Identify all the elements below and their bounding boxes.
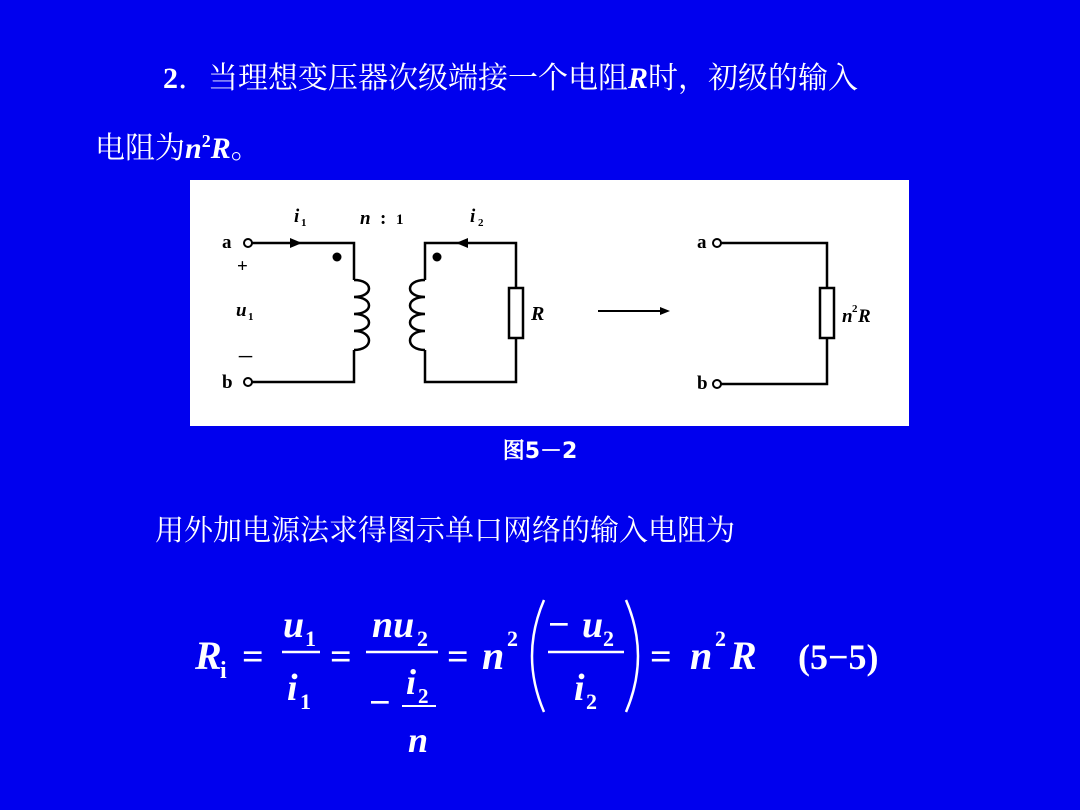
heading-number: 2 (163, 62, 178, 95)
heading-r: R (210, 132, 231, 165)
formula-f2-num-sub: 2 (417, 626, 428, 651)
formula-ri-sub: i (220, 658, 227, 684)
formula-eq-4: = (650, 636, 672, 678)
formula-ri: R (195, 633, 222, 678)
label-n2r-n: n (842, 306, 853, 327)
label-b: b (222, 372, 233, 393)
heading-line2-text: 电阻为 (95, 131, 185, 166)
formula-right-paren (626, 600, 638, 712)
formula-left-paren (532, 600, 544, 712)
formula-f2-den-n: n (408, 720, 429, 760)
label-i2-sub: 2 (478, 217, 484, 229)
label-minus: － (237, 348, 254, 367)
formula-f3-den-sub: 2 (586, 689, 597, 714)
formula-result-n: n (690, 633, 713, 678)
label-u1-sub: 1 (248, 311, 254, 323)
formula-equation-number: (5−5) (798, 637, 879, 677)
formula-f3-num: u (582, 604, 604, 646)
label-plus: + (237, 256, 248, 277)
formula-result-r: R (730, 633, 757, 678)
figure-caption: 图5－2 (502, 439, 578, 464)
heading-n: n (185, 132, 202, 165)
formula-f3-den: i (574, 667, 585, 709)
formula-eq-3: = (447, 636, 469, 678)
formula-f3-num-sub: 2 (603, 626, 614, 651)
label-ratio-one: 1 (396, 212, 404, 228)
label-i1: i (294, 206, 300, 227)
formula-f2-den-sub: 2 (418, 684, 429, 708)
formula-eq-2: = (330, 636, 352, 678)
label-right-a: a (697, 232, 707, 253)
formula-result-exp: 2 (715, 626, 726, 651)
label-n2r-r: R (858, 306, 871, 327)
formula-f3-minus: − (548, 604, 570, 646)
label-i1-sub: 1 (301, 217, 307, 229)
label-r: R (531, 303, 545, 325)
label-right-b: b (697, 373, 708, 394)
formula-f1-num-sub: 1 (305, 626, 316, 651)
label-a: a (222, 232, 232, 253)
formula-f1-den: i (287, 667, 298, 709)
label-ratio-n: n (360, 208, 371, 229)
label-u1: u (236, 300, 247, 321)
formula-n-exp: 2 (507, 626, 518, 651)
formula-f2-den-minus: − (369, 682, 391, 724)
heading-resistor-symbol: R (628, 62, 649, 95)
paragraph: 用外加电源法求得图示单口网络的输入电阻为 (155, 513, 736, 547)
heading-line1-text: ．当理想变压器次级端接一个电阻 (178, 61, 628, 96)
label-n2r-exp: 2 (852, 303, 858, 315)
formula-n: n (482, 633, 505, 678)
formula-f1-num: u (283, 604, 305, 646)
formula-f2-num: nu (372, 604, 415, 646)
formula-eq-1: = (242, 636, 264, 678)
label-ratio-colon: : (380, 208, 387, 229)
heading-line1-end: 时，初级的输入 (648, 61, 859, 96)
heading-exp: 2 (201, 131, 211, 151)
formula-f1-den-sub: 1 (300, 689, 311, 714)
heading-line2-end: 。 (230, 131, 261, 166)
label-i2: i (470, 206, 476, 227)
formula-f2-den-i: i (406, 662, 417, 702)
